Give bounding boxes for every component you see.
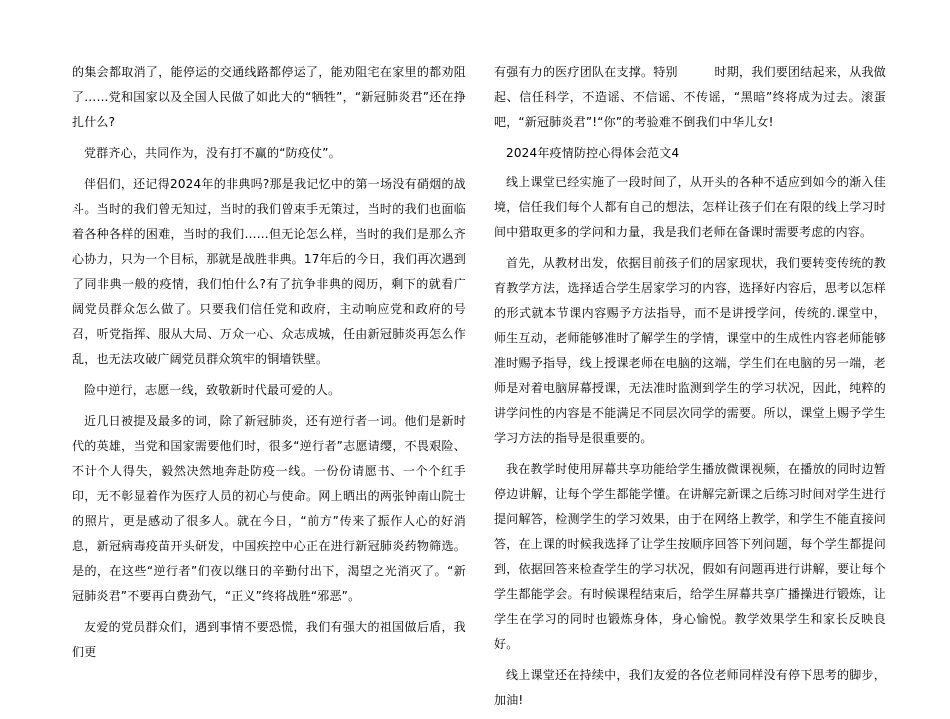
paragraph: 我在教学时使用屏幕共享功能给学生播放微课视频，在播放的同时边暂停边讲解，让每个学生都能学懂。在讲解完新课之后练习时间对学生进行提问解答，检测学生的学习效果，由于在网络上教学，和学生不能直接问答，在上课的时候我选择了让学生按顺序回答下列问题，每个学生都提问到，依据回答来检查学生的学习状况，假如有问题再进行讲解，要让每个学生都能学会。有时候课程结束后，给学生屏幕共享广播操进行锻炼，让学生在学习的同时也锻炼身体，身心愉悦。教学效果学生和家长反映良好。	[494, 462, 886, 651]
paragraph: 线上课堂还在持续中，我们友爱的各位老师同样没有停下思考的脚步，加油!	[494, 668, 886, 707]
left-column	[72, 60, 466, 671]
paragraph: 首先，从教材出发，依据目前孩子们的居家现状，我们要转变传统的教育教学方法，选择适合学生居家学习的内容，选择好内容后，思考以怎样的形式就本节课内容赐予方法指导，而不是讲授学问，传统的.课堂中，师生互动，老师能够准时了解学生的学情，课堂中的生成性内容老师能够准时赐予指导，线上授课老师在电脑的这端，学生们在电脑的另一端，老师是对着电脑屏幕授课，无法准时监测到学生的学习状况，因此，纯粹的讲学问性的内容是不能满足不同层次同学的需要。所以，课堂上赐予学生学习方法的指导是很重要的。	[494, 256, 886, 445]
paragraph: 有强有力的医疗团队在支撑。特别 时期，我们要团结起来，从我做起、信任科学，不造谣、不信谣、不传谣，“黑暗”终将成为过去。滚蛋吧，“新冠肺炎君”!“你”的考验难不倒我们中华儿女!	[494, 65, 886, 129]
paragraph: 近几日被提及最多的词，除了新冠肺炎，还有逆行者一词。他们是新时代的英雄，当党和国家需要他们时，很多“逆行者”志愿请缨，不畏艰险、不计个人得失，毅然决然地奔赴防疫一线。一份份请愿书、一个个红手印，无不彰显着作为医疗人员的初心与使命。网上晒出的两张钟南山院士的照片，更是感动了很多人。就在今日，“前方”传来了振作人心的好消息，新冠病毒疫苗开头研发，中国疾控中心正在进行新冠肺炎药物筛选。是的，在这些“逆行者”们夜以继日的辛勤付出下，渴望之光消灭了。“新冠肺炎君”不要再白费劲气，“正义”终将战胜“邪恶”。	[72, 414, 466, 603]
paragraph: 伴侣们，还记得2024年的非典吗?那是我记忆中的第一场没有硝烟的战斗。当时的我们曾无知过，当时的我们曾束手无策过，当时的我们也面临着各种各样的困难，当时的我们……但无论怎么样，当时的我们是那么齐心协力，只为一个目标，那就是战胜非典。17年后的今日，我们再次遇到了同非典一般的疫情，我们怕什么?有了抗争非典的阅历，剩下的就看广阔党员群众怎么做了。只要我们信任党和政府，主动响应党和政府的号召，听党指挥、服从大局、万众一心、众志成城，任由新冠肺炎再怎么作乱，也无法攻破广阔党员群众筑牢的铜墙铁壁。	[72, 177, 466, 366]
paragraph: 党群齐心，共同作为，没有打不赢的“防疫仗”。	[84, 146, 341, 160]
right-column	[494, 60, 886, 719]
paragraph: 线上课堂已经实施了一段时间了，从开头的各种不适应到如今的渐入佳境，信任我们每个人都有自己的想法，怎样让孩子们在有限的线上学习时间中猎取更多的学问和力量，我是我们老师在备课时需要考虑的内容。	[494, 175, 886, 239]
section-subheading: 险中逆行，志愿一线，致敬新时代最可爱的人。	[84, 383, 341, 397]
paragraph: 友爱的党员群众们，遇到事情不要恐慌，我们有强大的祖国做后盾，我们更	[72, 620, 466, 659]
section-heading: 2024年疫情防控心得体会范文4	[506, 146, 680, 160]
paragraph: 的集会都取消了，能停运的交通线路都停运了，能劝阻宅在家里的都劝阻了……党和国家以及全国人民做了如此大的“牺牲”，“新冠肺炎君”还在挣扎什么?	[72, 65, 466, 129]
